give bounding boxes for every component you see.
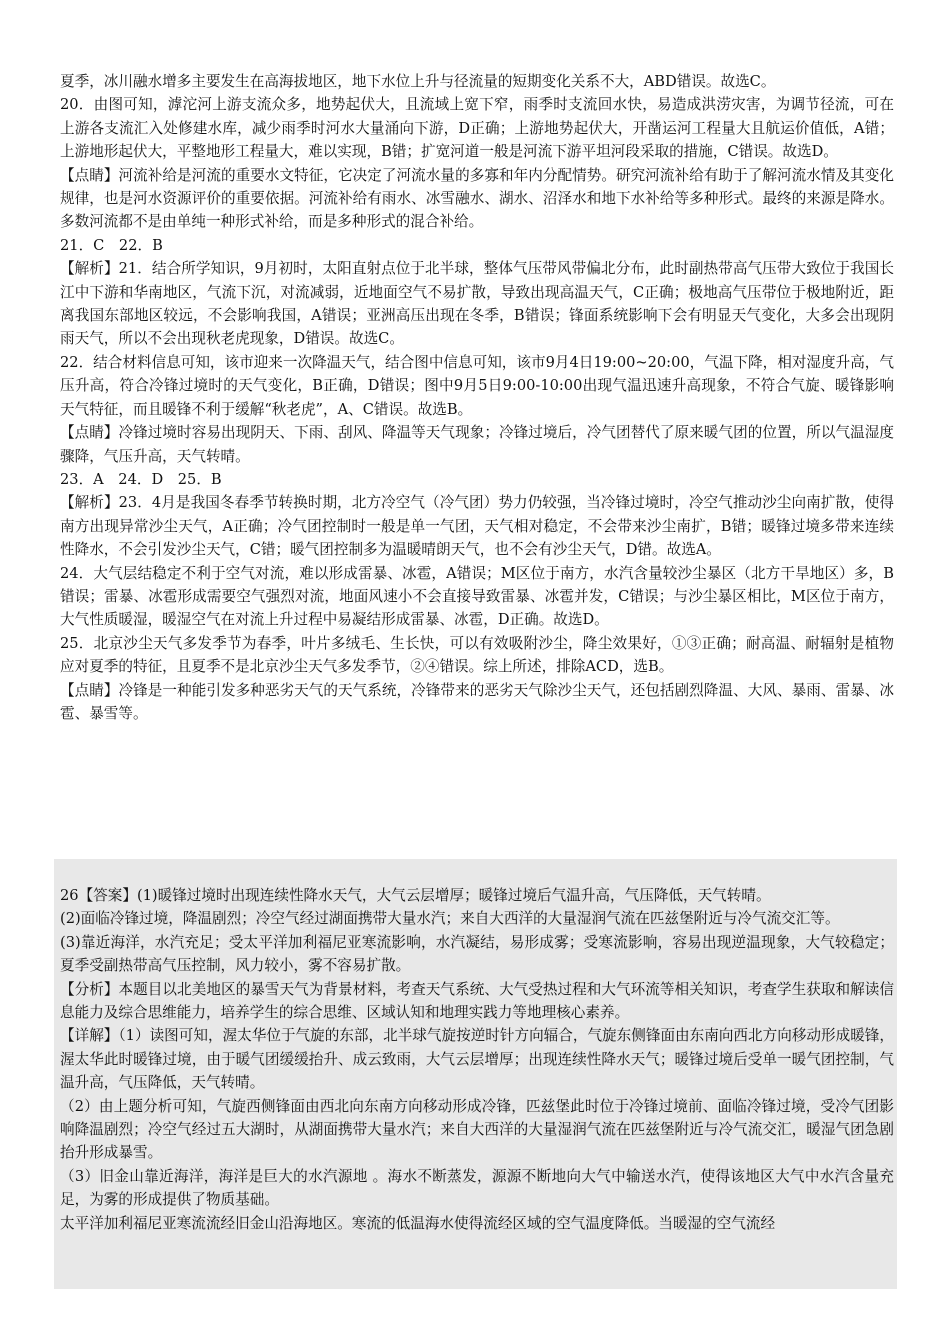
para-q26-analysis: 【分析】本题目以北美地区的暴雪天气为背景材料，考查天气系统、大气受热过程和大气环流等相关知识，考查学生获取和解读信息能力及综合思维能力，培养学生的综合思维、区域认知和地理实践力等地理核心素养。 — [60, 980, 894, 1022]
para-q22-analysis: 22．结合材料信息可知，该市迎来一次降温天气，结合图中信息可知，该市9月4日19:00~20:00，气温下降，相对湿度升高，气压升高，符合冷锋过境时的天气变化，B正确，D错误；图中9月5日9:00-10:00出现气温迅速升高现象，不符合气旋、暖锋影响天气特征，而且暖锋不利于缓解“秋老虎”，A、C错误。故选B。 — [60, 353, 894, 418]
para-q22-tip: 【点睛】冷锋过境时容易出现阴天、下雨、刮风、降温等天气现象；冷锋过境后，冷气团替代了原来暖气团的位置，所以气温湿度骤降，气压升高，天气转晴。 — [60, 424, 894, 465]
para-q21-22-answers: 21．C 22．B — [60, 236, 163, 254]
para-q24-analysis: 24．大气层结稳定不利于空气对流，难以形成雷暴、冰雹，A错误；M区位于南方，水汽含量较沙尘暴区（北方干旱地区）多，B错误；雷暴、冰雹形成需要空气强烈对流，地面风速小不会直接导致雷暴、冰雹并发，C错误；与沙尘暴区相比，M区位于南方，大气性质暖湿，暖湿空气在对流上升过程中易凝结形成雷暴、冰雹，D正确。故选D。 — [60, 564, 894, 629]
para-q26-detail-3: （3）旧金山靠近海洋，海洋是巨大的水汽源地 。海水不断蒸发，源源不断地向大气中输送水汽，使得该地区大气中水汽含量充足，为雾的形成提供了物质基础。 — [60, 1167, 894, 1209]
para-q23-25-answers: 23．A 24．D 25．B — [60, 470, 222, 488]
para-q26-answer-1: 26【答案】(1)暖锋过境时出现连续性降水天气，大气云层增厚；暖锋过境后气温升高，气压降低，天气转晴。 — [60, 887, 771, 904]
para-q26-detail-3-cont: 太平洋加利福尼亚寒流流经旧金山沿海地区。寒流的低温海水使得流经区域的空气温度降低。当暖湿的空气流经 — [60, 1214, 776, 1232]
para-q20-tip: 【点睛】河流补给是河流的重要水文特征，它决定了河流水量的多寡和年内分配情势。研究河流补给有助于了解河流水情及其变化规律，也是河水资源评价的重要依据。河流补给有雨水、冰雪融水、湖水、沼泽水和地下水补给等多种形式。最终的来源是降水。多数河流都不是由单纯一种形式补给，而是多种形式的混合补给。 — [60, 166, 894, 231]
para-q23-analysis: 【解析】23．4月是我国冬春季节转换时期，北方冷空气（冷气团）势力仍较强，当冷锋过境时，冷空气推动沙尘向南扩散，使得南方出现异常沙尘天气，A正确；冷气团控制时一般是单一气团，天气相对稳定，不会带来沙尘南扩，B错；暖锋过境多带来连续性降水，不会引发沙尘天气，C错；暖气团控制多为温暖晴朗天气，也不会有沙尘天气，D错。故选A。 — [60, 494, 894, 559]
para-q26-detail-2: （2）由上题分析可知，气旋西侧锋面由西北向东南方向移动形成冷锋，匹兹堡此时位于冷锋过境前、面临冷锋过境，受冷气团影响降温剧烈；冷空气经过五大湖时，从湖面携带大量水汽；来自大西洋的大量湿润气流在匹兹堡附近与冷气流交汇，暖湿气团急剧抬升形成暴雪。 — [60, 1097, 894, 1162]
para-q26-answer-3: (3)靠近海洋，水汽充足；受太平洋加利福尼亚寒流影响，水汽凝结，易形成雾；受寒流影响，容易出现逆温现象，大气较稳定；夏季受副热带高气压控制，风力较小，雾不容易扩散。 — [60, 933, 894, 975]
para-q19-end: 夏季，冰川融水增多主要发生在高海拔地区，地下水位上升与径流量的短期变化关系不大，ABD错误。故选C。 — [60, 73, 776, 90]
para-q26-answer-2: (2)面临冷锋过境，降温剧烈；冷空气经过湖面携带大量水汽；来自大西洋的大量湿润气流在匹兹堡附近与冷气流交汇等。 — [60, 910, 840, 928]
para-q21-analysis: 【解析】21．结合所学知识，9月初时，太阳直射点位于北半球，整体气压带风带偏北分布，此时副热带高气压带大致位于我国长江中下游和华南地区，气流下沉，对流减弱，近地面空气不易扩散，导致出现高温天气，C正确；极地高气压带位于极地附近，距离我国东部地区较远，不会影响我国，A错误；亚洲高压出现在冬季，B错误；锋面系统影响下会有明显天气变化，大多会出现阴雨天气，所以不会出现秋老虎现象，D错误。故选C。 — [60, 260, 894, 348]
para-q20-analysis: 20．由图可知，滹沱河上游支流众多，地势起伏大，且流域上宽下窄，雨季时支流回水快，易造成洪涝灾害，为调节径流，可在上游各支流汇入处修建水库，减少雨季时河水大量涌向下游，D正确；上游地势起伏大，开凿运河工程量大且航运价值低，A错；上游地形起伏大，平整地形工程量大，难以实现，B错；扩宽河道一般是河流下游平坦河段采取的措施，C错误。故选D。 — [60, 96, 894, 161]
answer-section-top — [60, 70, 894, 725]
para-q25-analysis: 25．北京沙尘天气多发季节为春季，叶片多绒毛、生长快，可以有效吸附沙尘，降尘效果好，①③正确；耐高温、耐辐射是植物应对夏季的特征，且夏季不是北京沙尘天气多发季节，②④错误。综上所述，排除ACD，选B。 — [60, 634, 894, 676]
para-q26-detail-1: 【详解】（1）读图可知，渥太华位于气旋的东部，北半球气旋按逆时针方向辐合，气旋东侧锋面由东南向西北方向移动形成暖锋，渥太华此时暖锋过境，由于暖气团缓缓抬升、成云致雨，大气云层增厚；出现连续性降水天气；暖锋过境后受单一暖气团控制，气温升高，气压降低，天气转晴。 — [60, 1027, 894, 1092]
answer-section-q26 — [60, 884, 894, 1235]
para-q25-tip: 【点睛】冷锋是一种能引发多种恶劣天气的天气系统，冷锋带来的恶劣天气除沙尘天气，还包括剧烈降温、大风、暴雨、雷暴、冰雹、暴雪等。 — [60, 681, 894, 722]
